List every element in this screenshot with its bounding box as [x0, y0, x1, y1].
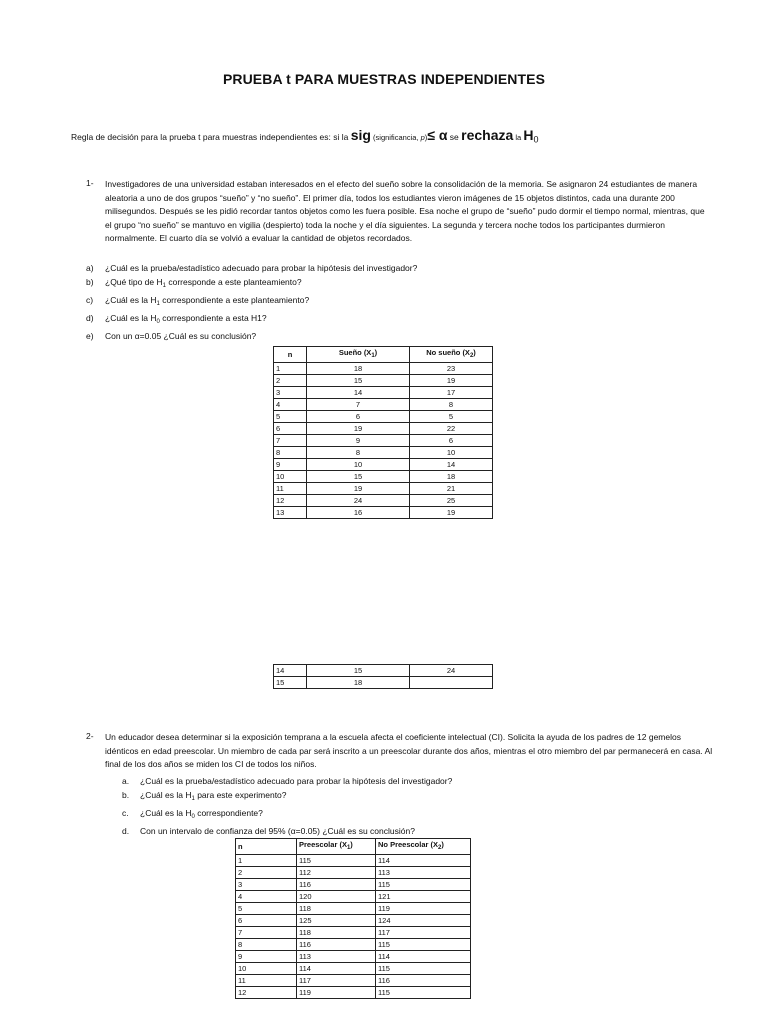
cell-x1: 19 [307, 423, 410, 435]
rule-rechaza: rechaza [461, 127, 514, 143]
page-title: PRUEBA t PARA MUESTRAS INDEPENDIENTES [222, 71, 546, 87]
item-text-post: correspondiente a este planteamiento? [159, 295, 310, 305]
cell-n: 5 [274, 411, 307, 423]
item-text-post: correspondiente a esta H1? [159, 313, 267, 323]
list-item [86, 311, 417, 329]
header-x1 [297, 839, 376, 855]
cell-x2: 114 [376, 951, 471, 963]
table-row [274, 677, 493, 689]
cell-x1: 115 [297, 855, 376, 867]
item-text-post: para este experimento? [194, 790, 287, 800]
item-text [140, 788, 287, 806]
cell-x2 [410, 677, 493, 689]
table-row [236, 963, 471, 975]
item-text [140, 806, 263, 824]
table-row [236, 939, 471, 951]
cell-x2: 5 [410, 411, 493, 423]
table-row [274, 507, 493, 519]
item-text [105, 311, 267, 329]
cell-n: 2 [236, 867, 297, 879]
cell-x1: 8 [307, 447, 410, 459]
question-2-number: 2- [86, 731, 94, 741]
cell-n: 5 [236, 903, 297, 915]
list-item [86, 329, 417, 343]
cell-x1: 125 [297, 915, 376, 927]
cell-x1: 7 [307, 399, 410, 411]
cell-n: 1 [236, 855, 297, 867]
table-row [236, 951, 471, 963]
cell-n: 7 [236, 927, 297, 939]
header-x1-close: ) [374, 348, 378, 357]
cell-n: 3 [274, 387, 307, 399]
item-text-pre: ¿Cuál es la H [105, 313, 157, 323]
item-text-pre: ¿Cuál es la H [140, 808, 192, 818]
cell-x2: 115 [376, 939, 471, 951]
item-sub: 1 [156, 301, 160, 307]
header-x1-text: Preescolar (X [299, 840, 347, 849]
cell-n: 14 [274, 665, 307, 677]
table-row [236, 903, 471, 915]
item-text-pre: ¿Qué tipo de H [105, 277, 163, 287]
cell-n: 10 [236, 963, 297, 975]
cell-n: 9 [274, 459, 307, 471]
table-row [236, 855, 471, 867]
item-sub: 1 [191, 796, 195, 802]
header-x2-close: ) [473, 348, 476, 357]
item-sub: 1 [162, 283, 166, 289]
header-x2-close: ) [441, 840, 444, 849]
table-row [274, 387, 493, 399]
cell-x2: 114 [376, 855, 471, 867]
header-x1-text: Sueño (X [338, 348, 372, 357]
table-row [274, 471, 493, 483]
list-item [122, 824, 452, 838]
cell-x1: 116 [297, 939, 376, 951]
sleep-data-table-continued [273, 664, 493, 689]
item-sub: 0 [191, 814, 195, 820]
cell-x2: 19 [410, 375, 493, 387]
rule-h: H [523, 127, 534, 143]
rule-text: Regla de decisión para la prueba t para muestras independientes es: si la [71, 132, 351, 142]
header-x2 [410, 347, 493, 363]
table-row [274, 495, 493, 507]
cell-x1: 120 [297, 891, 376, 903]
cell-x2: 10 [410, 447, 493, 459]
cell-x2: 17 [410, 387, 493, 399]
table-header-row [236, 839, 471, 855]
header-x1-close: ) [350, 840, 353, 849]
table-row [274, 423, 493, 435]
item-label: b) [86, 277, 94, 287]
cell-x2: 113 [376, 867, 471, 879]
cell-x1: 18 [307, 363, 410, 375]
cell-x2: 21 [410, 483, 493, 495]
item-label: a) [86, 263, 94, 273]
header-x2-text: No Preescolar (X [378, 840, 439, 849]
cell-x1: 14 [307, 387, 410, 399]
item-text-pre: ¿Cuál es la H [140, 790, 192, 800]
rule-h-sub: 0 [533, 134, 539, 145]
cell-n: 1 [274, 363, 307, 375]
item-sub: 0 [156, 319, 160, 325]
table-row [274, 435, 493, 447]
cell-x1: 118 [297, 903, 376, 915]
header-n: n [274, 347, 307, 363]
cell-n: 4 [274, 399, 307, 411]
cell-x2: 115 [376, 879, 471, 891]
rule-sig: sig [350, 127, 371, 143]
list-item [86, 261, 417, 275]
list-item [122, 774, 452, 788]
item-text: ¿Cuál es la prueba/estadístico adecuado para probar la hipótesis del investigador? [105, 263, 418, 273]
item-text [105, 275, 302, 293]
table-row [236, 879, 471, 891]
rule-p: p [420, 133, 425, 142]
cell-x2: 24 [410, 665, 493, 677]
table-row [236, 867, 471, 879]
cell-n: 3 [236, 879, 297, 891]
cell-x2: 116 [376, 975, 471, 987]
table-row [236, 987, 471, 999]
item-label: a. [122, 776, 130, 786]
cell-x1: 114 [297, 963, 376, 975]
cell-n: 12 [274, 495, 307, 507]
rule-significance: (significancia, [370, 133, 421, 142]
cell-x1: 9 [307, 435, 410, 447]
cell-x1: 24 [307, 495, 410, 507]
header-x2-sub: 2 [469, 353, 474, 359]
cell-x2: 22 [410, 423, 493, 435]
item-label: e) [86, 331, 94, 341]
table-row [274, 363, 493, 375]
cell-n: 15 [274, 677, 307, 689]
cell-x2: 25 [410, 495, 493, 507]
header-n: n [236, 839, 297, 855]
cell-x1: 10 [307, 459, 410, 471]
cell-n: 6 [274, 423, 307, 435]
item-text: Con un intervalo de confianza del 95% (α=0.05) ¿Cuál es su conclusión? [140, 826, 415, 836]
item-text-post: corresponde a este planteamiento? [165, 277, 302, 287]
cell-x2: 115 [376, 987, 471, 999]
sleep-data-table [273, 346, 493, 519]
rule-se: se [447, 132, 462, 142]
table-row [274, 411, 493, 423]
item-label: d. [122, 826, 130, 836]
rule-leq-alpha: ≤ α [427, 127, 448, 143]
decision-rule [71, 127, 538, 145]
table-row [274, 399, 493, 411]
item-text: Con un α=0.05 ¿Cuál es su conclusión? [105, 331, 257, 341]
item-label: c. [122, 808, 129, 818]
list-item [86, 293, 417, 311]
question-2-text: Un educador desea determinar si la exposición temprana a la escuela afecta el coeficiente intelectual (CI). Solicita la ayuda de los padres de 12 gemelos idénticos en edad preescolar. Un miembro de cada par será inscrito a un preescolar durante dos años, mientras el otro miembro del par permanecerá en casa. Al final de los dos años se miden los CI de todos los niños. [105, 732, 713, 770]
table-header-row [274, 347, 493, 363]
cell-n: 11 [274, 483, 307, 495]
cell-n: 12 [236, 987, 297, 999]
item-label: d) [86, 313, 94, 323]
cell-x1: 15 [307, 471, 410, 483]
table-row [236, 975, 471, 987]
cell-x2: 124 [376, 915, 471, 927]
cell-n: 8 [236, 939, 297, 951]
cell-n: 8 [274, 447, 307, 459]
question-1-number: 1- [86, 178, 94, 188]
cell-x2: 119 [376, 903, 471, 915]
cell-n: 4 [236, 891, 297, 903]
item-text-post: correspondiente? [194, 808, 263, 818]
rule-la: la [513, 133, 524, 142]
table-row [274, 483, 493, 495]
header-x1-sub: 1 [346, 845, 351, 851]
cell-x1: 112 [297, 867, 376, 879]
cell-x2: 8 [410, 399, 493, 411]
header-x1-sub: 1 [371, 353, 375, 359]
item-text: ¿Cuál es la prueba/estadístico adecuado para probar la hipótesis del investigador? [140, 776, 453, 786]
header-x1 [307, 347, 410, 363]
header-x2 [376, 839, 471, 855]
cell-n: 11 [236, 975, 297, 987]
header-x2-sub: 2 [438, 845, 442, 851]
cell-x1: 113 [297, 951, 376, 963]
cell-x2: 19 [410, 507, 493, 519]
cell-x2: 6 [410, 435, 493, 447]
cell-x1: 6 [307, 411, 410, 423]
rule-paren: ) [424, 133, 428, 142]
cell-x1: 19 [307, 483, 410, 495]
cell-n: 10 [274, 471, 307, 483]
cell-x2: 121 [376, 891, 471, 903]
list-item [122, 806, 452, 824]
list-item [86, 275, 417, 293]
table-row [236, 927, 471, 939]
question-1-text: Investigadores de una universidad estaban interesados en el efecto del sueño sobre la consolidación de la memoria. Se asignaron 24 estudiantes de manera aleatoria a uno de dos grupos “sueño” y “no sueño”. El primer día, todos los estudiantes vieron imágenes de 15 objetos distintos, cada una durante 200 milisegundos. Después se les pidió recordar tantos objetos como les fuera posible. Esa noche el grupo de “sueño” pudo dormir el tiempo normal, mientras, que el grupo “no sueño” se mantuvo en vigilia (despierto) toda la noche y el día siguientes. La segunda y tercera noche todos los participantes durmieron normalmente. El cuarto día se volvió a evaluar la cantidad de objetos recordados. [105, 179, 705, 244]
table-row [274, 459, 493, 471]
cell-x1: 116 [297, 879, 376, 891]
table-row [274, 447, 493, 459]
cell-n: 7 [274, 435, 307, 447]
cell-x1: 118 [297, 927, 376, 939]
cell-n: 9 [236, 951, 297, 963]
table-row [274, 375, 493, 387]
cell-x1: 119 [297, 987, 376, 999]
table-row [236, 915, 471, 927]
cell-x2: 18 [410, 471, 493, 483]
table-row [274, 665, 493, 677]
cell-x1: 15 [307, 665, 410, 677]
cell-x2: 115 [376, 963, 471, 975]
cell-x1: 117 [297, 975, 376, 987]
cell-n: 2 [274, 375, 307, 387]
item-label: c) [86, 295, 94, 305]
cell-x2: 117 [376, 927, 471, 939]
item-label: b. [122, 790, 130, 800]
cell-n: 13 [274, 507, 307, 519]
question-1-items [86, 261, 417, 343]
preschool-data-table [235, 838, 471, 999]
cell-n: 6 [236, 915, 297, 927]
item-text-pre: ¿Cuál es la H [105, 295, 157, 305]
cell-x1: 15 [307, 375, 410, 387]
item-text [105, 293, 309, 311]
cell-x1: 18 [307, 677, 410, 689]
cell-x1: 16 [307, 507, 410, 519]
header-x2-text: No sueño (X [426, 348, 470, 357]
question-2-items [122, 774, 452, 838]
cell-x2: 14 [410, 459, 493, 471]
cell-x2: 23 [410, 363, 493, 375]
list-item [122, 788, 452, 806]
table-row [236, 891, 471, 903]
